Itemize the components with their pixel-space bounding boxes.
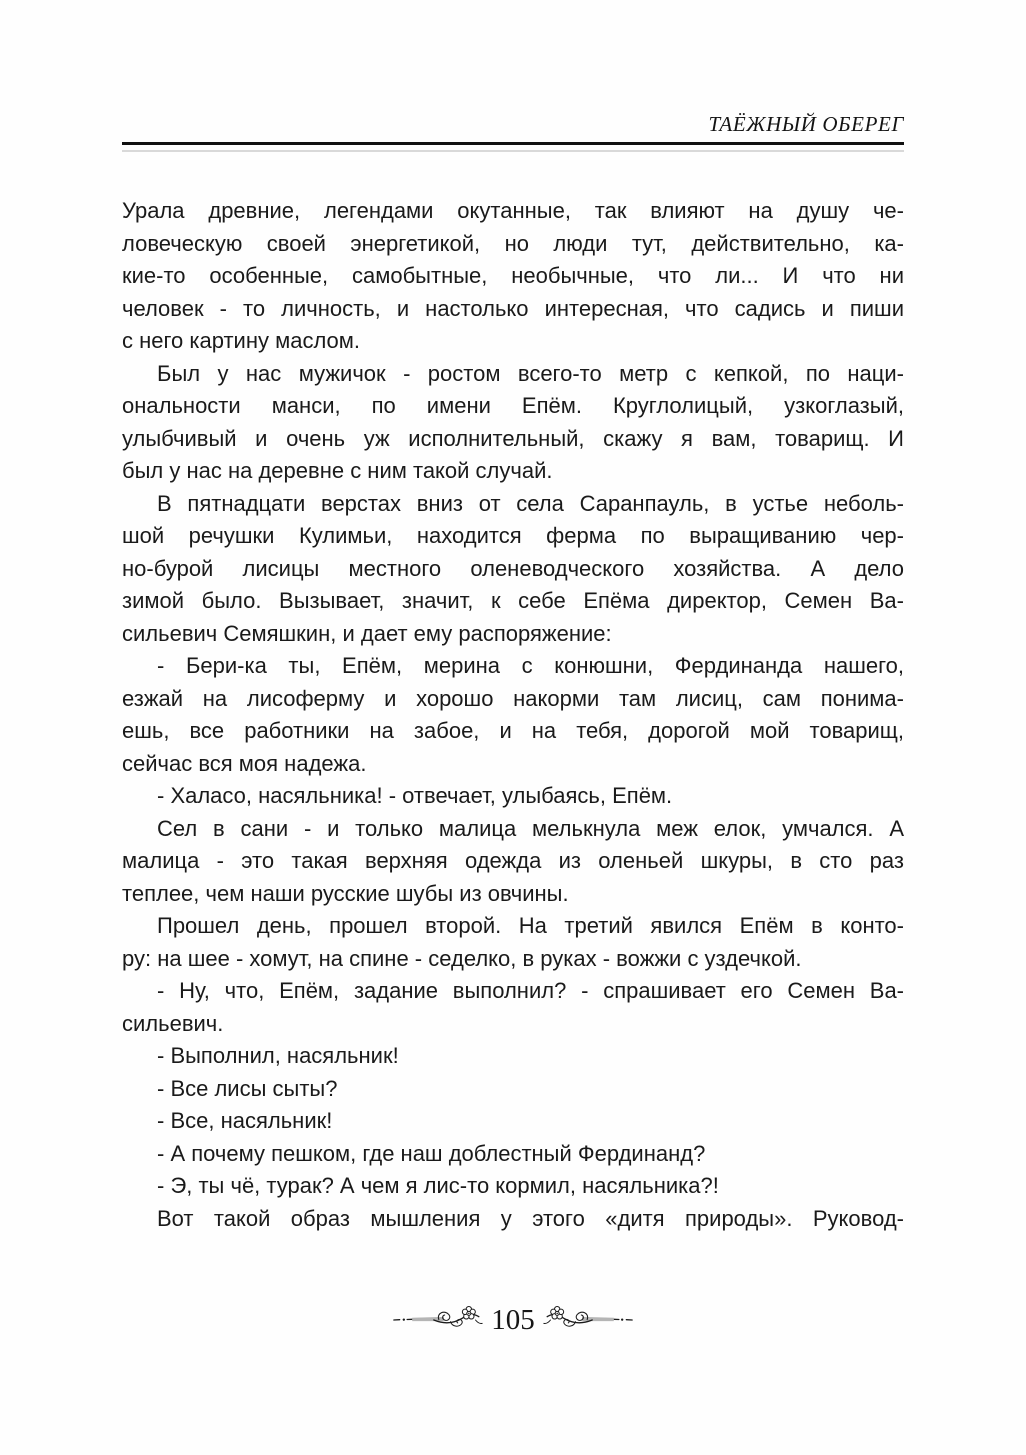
text-body <box>122 195 904 1235</box>
text-line: - Бери-ка ты, Епём, мерина с конюшни, Фердинанда нашего, <box>157 653 904 678</box>
text-line: - А почему пешком, где наш доблестный Фердинанд? <box>157 1140 706 1166</box>
text-line: ональности манси, по имени Епём. Круглолицый, узкоглазый, <box>122 393 904 418</box>
text-line: - Все лисы сыты? <box>157 1075 338 1101</box>
text-line: Урала древние, легендами окутанные, так влияют на душу че- <box>122 198 904 223</box>
text-line: был у нас на деревне с ним такой случай. <box>122 458 553 483</box>
text-line: езжай на лисоферму и хорошо накорми там лисиц, сам понима- <box>122 685 904 711</box>
page-number: 105 <box>491 1303 535 1336</box>
text-line: сильевич Семяшкин, и дает ему распоряжение: <box>122 620 612 646</box>
text-line: кие-то особенные, самобытные, необычные, что ли... И что ни <box>122 263 904 288</box>
text-line: теплее, чем наши русские шубы из овчины. <box>122 880 569 906</box>
text-line: Вот такой образ мышления у этого «дитя природы». Руковод- <box>157 1205 904 1231</box>
text-line: шой речушки Кулимьи, находится ферма по выращиванию чер- <box>122 523 904 548</box>
text-line: сейчас вся моя надежа. <box>122 750 367 776</box>
text-line: Сел в сани - и только малица мелькнула меж елок, умчался. А <box>157 815 904 841</box>
page-footer <box>0 1296 1026 1344</box>
text-line: ру: на шее - хомут, на спине - седелко, в руках - вожжи с уздечкой. <box>122 945 802 971</box>
running-title: ТАЁЖНЫЙ ОБЕРЕГ <box>708 112 904 136</box>
header-rule-shadow <box>122 150 904 152</box>
text-line: зимой было. Вызывает, значит, к себе Епёма директор, Семен Ва- <box>122 588 904 613</box>
header-rule <box>122 142 904 145</box>
text-line: малица - это такая верхняя одежда из оленьей шкуры, в сто раз <box>122 848 904 873</box>
text-line: с него картину маслом. <box>122 328 361 353</box>
text-line: - Ну, что, Епём, задание выполнил? - спрашивает его Семен Ва- <box>157 978 904 1003</box>
text-line: - Халасо, насяльника! - отвечает, улыбаясь, Епём. <box>157 783 673 808</box>
flourish-right-icon <box>542 1300 634 1340</box>
text-line: В пятнадцати верстах вниз от села Саранпауль, в устье неболь- <box>157 490 904 516</box>
text-line: - Все, насяльник! <box>157 1108 333 1133</box>
text-line: но-бурой лисицы местного оленеводческого хозяйства. А дело <box>122 555 904 581</box>
text-line: Прошел день, прошел второй. На третий явился Епём в конто- <box>157 913 904 938</box>
text-line: ловеческую своей энергетикой, но люди тут, действительно, ка- <box>122 230 904 256</box>
text-line: улыбчивый и очень уж исполнительный, скажу я вам, товарищ. И <box>122 425 904 451</box>
text-line: ешь, все работники на забое, и на тебя, дорогой мой товарищ, <box>122 718 904 743</box>
text-line: - Э, ты чё, турак? А чем я лис-то кормил, насяльника?! <box>157 1173 719 1198</box>
text-line: - Выполнил, насяльник! <box>157 1043 399 1068</box>
text-line: сильевич. <box>122 1010 224 1036</box>
text-line: Был у нас мужичок - ростом всего-то метр с кепкой, по наци- <box>157 360 904 386</box>
flourish-left-icon <box>392 1300 484 1340</box>
text-line: человек - то личность, и настолько интересная, что садись и пиши <box>122 295 904 321</box>
